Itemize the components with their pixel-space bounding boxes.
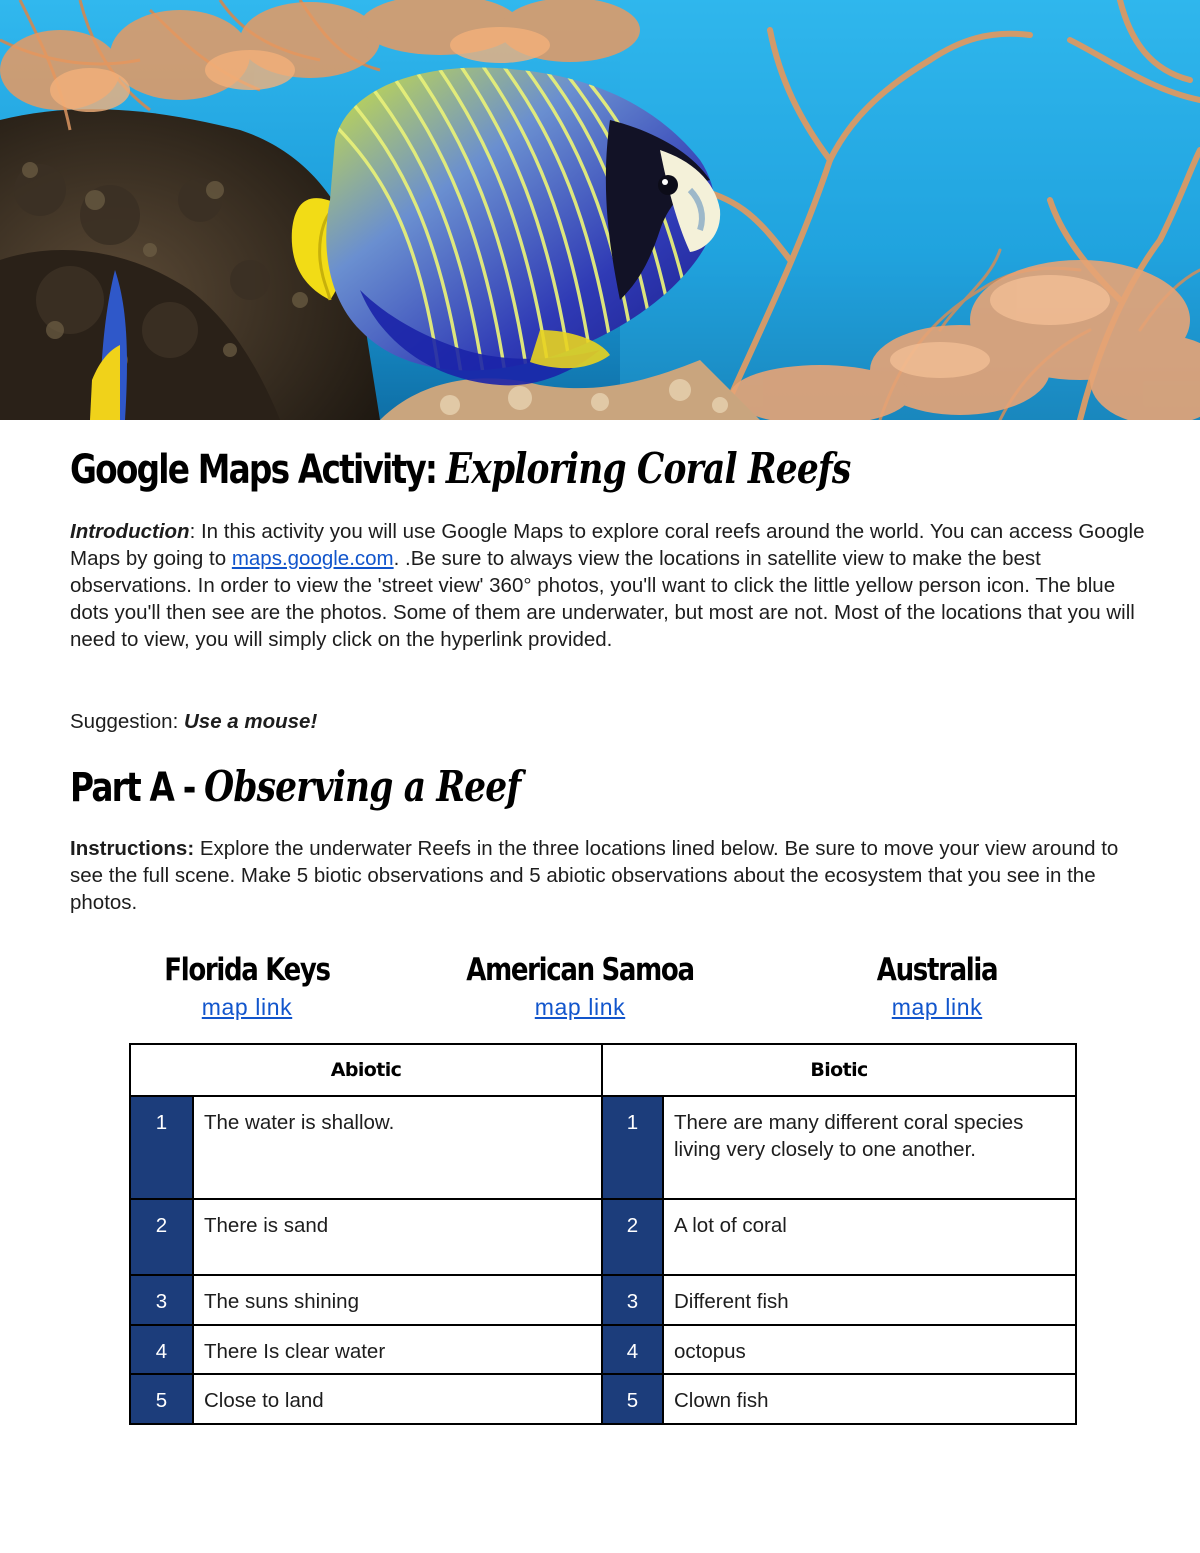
- map-link[interactable]: map link: [534, 994, 626, 1020]
- abiotic-cell[interactable]: There is sand: [193, 1199, 602, 1275]
- title-prefix: Google Maps Activity:: [70, 447, 437, 493]
- biotic-cell[interactable]: Different fish: [663, 1275, 1076, 1325]
- observation-table: [129, 1043, 1077, 1425]
- abiotic-cell[interactable]: The suns shining: [193, 1275, 602, 1325]
- part-a-heading: [70, 762, 520, 811]
- row-number: 1: [130, 1096, 193, 1199]
- location-name: Florida Keys: [164, 952, 330, 988]
- suggestion-line: [70, 708, 1145, 735]
- row-number: 5: [130, 1374, 193, 1424]
- intro-text-a: : In this activity you will use Google Maps to explore coral reefs around the world. You can access Google Maps by going to: [70, 520, 1145, 570]
- table-row: [130, 1325, 1076, 1374]
- biotic-cell[interactable]: octopus: [663, 1325, 1076, 1374]
- part-a-prefix: Part A -: [70, 765, 205, 811]
- abiotic-cell[interactable]: There Is clear water: [193, 1325, 602, 1374]
- abiotic-cell[interactable]: The water is shallow.: [193, 1096, 602, 1199]
- row-number: 5: [602, 1374, 663, 1424]
- row-number: 1: [602, 1096, 663, 1199]
- table-header-row: [130, 1044, 1076, 1096]
- row-number: 3: [130, 1275, 193, 1325]
- part-a-script: Observing a Reef: [204, 762, 521, 811]
- page-title: [70, 444, 972, 493]
- suggestion-value: Use a mouse!: [183, 710, 318, 733]
- location-american-samoa: [420, 952, 740, 1021]
- location-name: Australia: [876, 952, 998, 988]
- abiotic-cell[interactable]: Close to land: [193, 1374, 602, 1424]
- instructions-text: Explore the underwater Reefs in the three locations lined below. Be sure to move your view around to see the full scene. Make 5 biotic observations and 5 abiotic observations about the ecosystem that you see in the photos.: [70, 837, 1119, 914]
- table-row: [130, 1096, 1076, 1199]
- table-row: [130, 1374, 1076, 1424]
- map-link[interactable]: map link: [891, 994, 983, 1020]
- map-link[interactable]: map link: [201, 994, 293, 1020]
- biotic-cell[interactable]: There are many different coral species living very closely to one another.: [663, 1096, 1076, 1199]
- row-number: 2: [602, 1199, 663, 1275]
- instructions-paragraph: [70, 835, 1145, 916]
- table-row: [130, 1275, 1076, 1325]
- biotic-cell[interactable]: A lot of coral: [663, 1199, 1076, 1275]
- biotic-cell[interactable]: Clown fish: [663, 1374, 1076, 1424]
- location-florida-keys: [87, 952, 407, 1021]
- abiotic-header: Abiotic: [130, 1044, 602, 1096]
- biotic-header: Biotic: [602, 1044, 1076, 1096]
- location-name: American Samoa: [466, 952, 694, 988]
- row-number: 2: [130, 1199, 193, 1275]
- row-number: 4: [602, 1325, 663, 1374]
- introduction-paragraph: [70, 518, 1145, 653]
- row-number: 3: [602, 1275, 663, 1325]
- maps-link[interactable]: maps.google.com: [231, 547, 394, 570]
- row-number: 4: [130, 1325, 193, 1374]
- title-script: Exploring Coral Reefs: [445, 444, 851, 493]
- suggestion-label: Suggestion:: [70, 710, 184, 733]
- intro-label: Introduction: [70, 520, 190, 543]
- instructions-label: Instructions:: [70, 837, 195, 860]
- table-row: [130, 1199, 1076, 1275]
- hero-reef-image: [0, 0, 1200, 420]
- location-australia: [777, 952, 1097, 1021]
- intro-text-b: . .Be sure to always view the locations in satellite view to make the best observations. In order to view the 'street view' 360° photos, you'll want to click the little yellow person icon. The blue dots you'll then see are the photos. Some of them are underwater, but most are not. Most of the locations that you will need to view, you will simply click on the hyperlink provided.: [70, 547, 1135, 651]
